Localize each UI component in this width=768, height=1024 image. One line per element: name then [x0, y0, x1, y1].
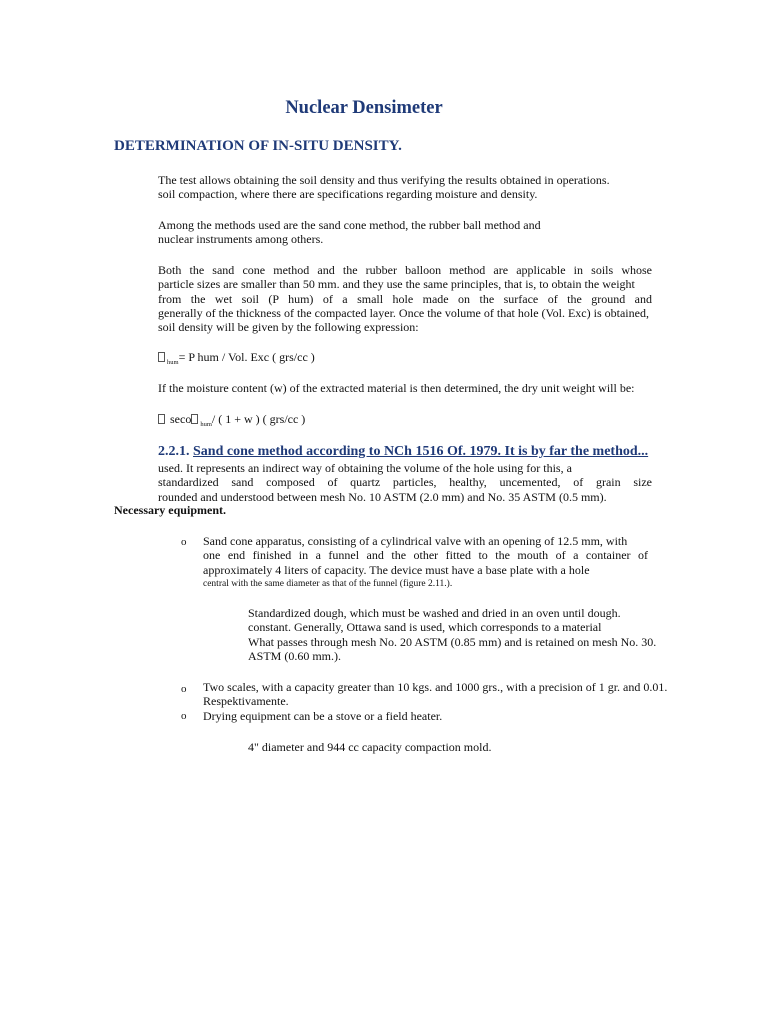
text-line: constant. Generally, Ottawa sand is used, which corresponds to a material	[248, 620, 602, 635]
section-heading: DETERMINATION OF IN-SITU DENSITY.	[114, 138, 402, 154]
text-line: soil density will be given by the following expression:	[158, 320, 419, 335]
formula-subscript: hum	[200, 421, 212, 428]
document-title: Nuclear Densimeter	[285, 98, 443, 118]
list-item-scales	[203, 680, 667, 709]
list-item-standardized-sand	[248, 606, 678, 663]
formula-wet-density	[158, 350, 315, 365]
formula-dry-density	[158, 412, 305, 427]
text-line: The test allows obtaining the soil density and thus verifying the results obtained in operations.	[158, 173, 610, 187]
text-line: from the wet soil (P hum) of a small hole made on the surface of the ground and	[158, 291, 652, 306]
bullet-icon: o	[181, 683, 187, 695]
text-line: used. It represents an indirect way of obtaining the volume of the hole using for this, a	[158, 461, 572, 475]
formula-subscript: hum	[167, 359, 179, 366]
text-line: one end finished in a funnel and the other fitted to the mouth of a container of	[203, 548, 648, 563]
paragraph-moisture: If the moisture content (w) of the extracted material is then determined, the dry unit weight will be:	[158, 381, 635, 395]
missing-glyph-icon	[191, 414, 198, 424]
equipment-heading: Necessary equipment.	[114, 503, 226, 517]
text-line: soil compaction, where there are specifications regarding moisture and density.	[158, 187, 538, 202]
list-item-drying-equipment: Drying equipment can be a stove or a field heater.	[203, 709, 443, 723]
text-line: Two scales, with a capacity greater than 10 kgs. and 1000 grs., with a precision of 1 gr. and 0.01.	[203, 680, 668, 694]
subsection-number: 2.2.1.	[158, 444, 193, 459]
paragraph-methods	[158, 218, 652, 247]
paragraph-sand-cone	[158, 461, 652, 504]
text-line: Sand cone apparatus, consisting of a cylindrical valve with an opening of 12.5 mm, with	[203, 534, 628, 548]
text-line: Respektivamente.	[203, 694, 289, 709]
formula-text: / ( 1 + w ) ( grs/cc )	[211, 412, 306, 426]
text-line: central with the same diameter as that of the funnel (figure 2.11.).	[203, 578, 453, 589]
text-line: Standardized dough, which must be washed and dried in an oven until dough.	[248, 606, 621, 620]
list-item-compaction-mold: 4" diameter and 944 cc capacity compaction mold.	[248, 740, 492, 754]
text-line: approximately 4 liters of capacity. The device must have a base plate with a hole	[203, 562, 590, 577]
text-line: standardized sand composed of quartz particles, healthy, uncemented, of grain size	[158, 475, 652, 490]
text-line: What passes through mesh No. 20 ASTM (0.85 mm) and is retained on mesh No. 30.	[248, 634, 657, 649]
text-line: Among the methods used are the sand cone method, the rubber ball method and	[158, 218, 541, 232]
formula-text: = P hum / Vol. Exc ( grs/cc )	[178, 350, 315, 364]
bullet-icon: o	[181, 710, 187, 722]
list-item-sand-cone-apparatus	[203, 534, 648, 591]
text-line: nuclear instruments among others.	[158, 232, 324, 247]
missing-glyph-icon	[158, 352, 165, 362]
text-line: rounded and understood between mesh No. 10 ASTM (2.0 mm) and No. 35 ASTM (0.5 mm).	[158, 489, 607, 504]
text-line: generally of the thickness of the compacted layer. Once the volume of that hole (Vol. Exc) is obtained,	[158, 305, 649, 320]
missing-glyph-icon	[158, 414, 165, 424]
paragraph-principles	[158, 263, 652, 334]
text-line: Both the sand cone method and the rubber balloon method are applicable in soils whose	[158, 263, 652, 277]
bullet-icon: o	[181, 536, 187, 548]
text-line: particle sizes are smaller than 50 mm. and they use the same principles, that is, to obtain the weight	[158, 277, 635, 292]
paragraph-intro	[158, 173, 652, 202]
subsection-heading	[158, 444, 648, 460]
subsection-title: Sand cone method according to NCh 1516 Of. 1979. It is by far the method...	[193, 444, 649, 459]
formula-text: seco	[170, 412, 192, 426]
text-line: ASTM (0.60 mm.).	[248, 648, 341, 663]
